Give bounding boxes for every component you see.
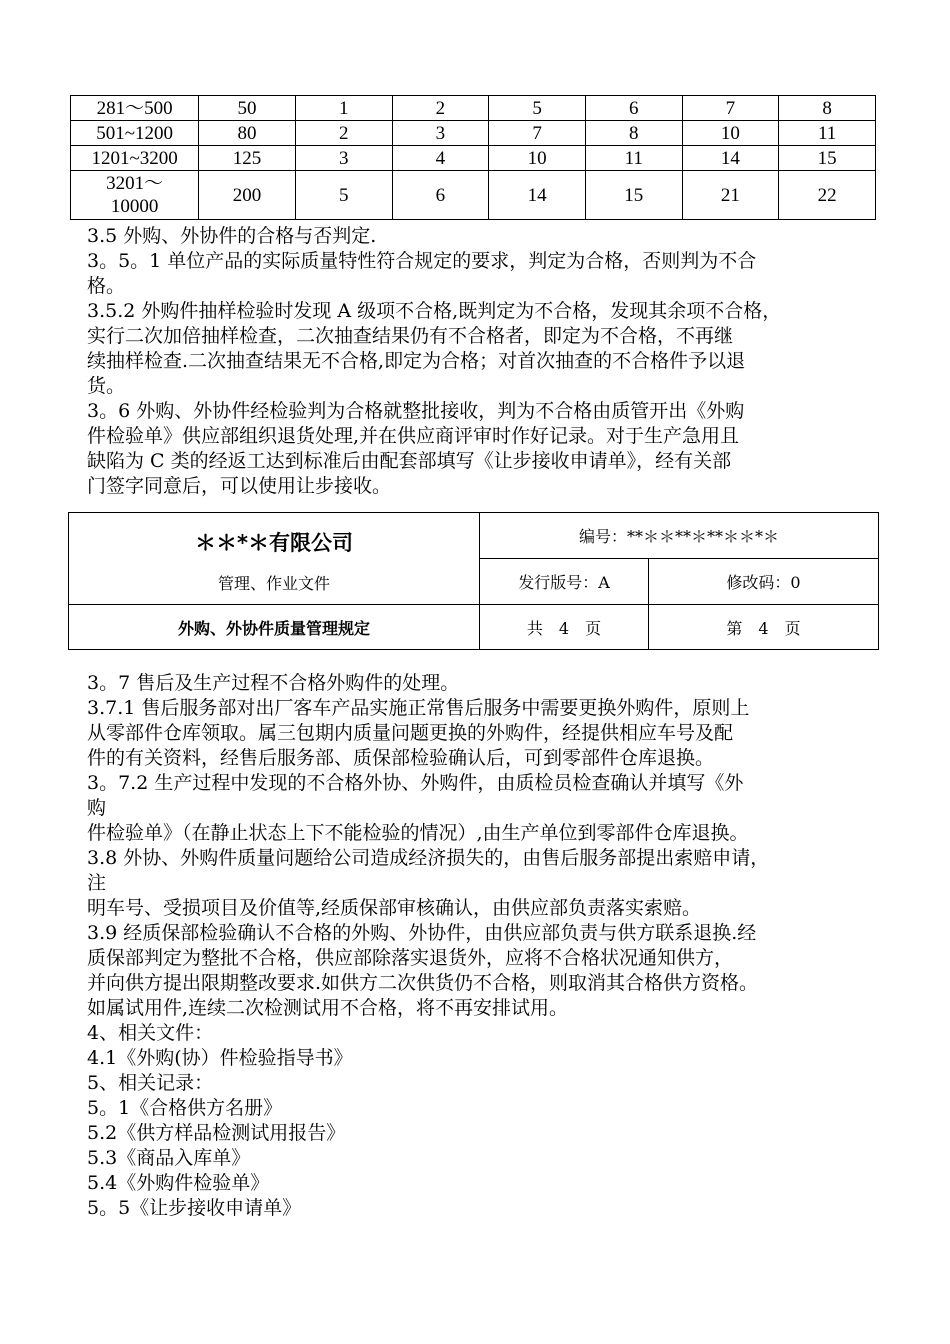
- text-line: 件检验单》供应部组织退货处理,并在供应商评审时作好记录。对于生产急用且: [87, 425, 740, 447]
- table-cell: 6: [585, 96, 682, 121]
- table-cell: 1201~3200: [71, 146, 199, 171]
- table-cell: 281～500: [71, 96, 199, 121]
- text-line: 货。: [87, 375, 126, 397]
- document-header: [68, 512, 879, 650]
- text-line: 件的有关资料，经售后服务部、质保部检验确认后，可到零部件仓库退换。: [87, 747, 715, 769]
- table-cell: 3: [392, 121, 489, 146]
- table-cell: 15: [585, 171, 682, 220]
- text-line: 3。7.2 生产过程中发现的不合格外协、外购件，由质检员检查确认并填写《外: [87, 772, 744, 794]
- text-line: 4.1《外购(协）件检验指导书》: [87, 1047, 353, 1069]
- table-cell: 14: [682, 146, 779, 171]
- table-cell: 15: [779, 146, 876, 171]
- text-line: 门签字同意后，可以使用让步接收。: [87, 475, 392, 497]
- version-number: 发行版号：A: [480, 559, 649, 605]
- text-line: 5。5《让步接收申请单》: [87, 1197, 302, 1219]
- table-cell: 11: [585, 146, 682, 171]
- text-line: 4、相关文件：: [87, 1022, 214, 1044]
- table-cell: 7: [489, 121, 586, 146]
- text-line: 缺陷为 C 类的经返工达到标准后由配套部填写《让步接收申请单》，经有关部: [87, 450, 732, 472]
- text-line: 3.5 外购、外协件的合格与否判定.: [87, 225, 377, 247]
- table-cell: 10: [489, 146, 586, 171]
- text-line: 3。5。1 单位产品的实际质量特性符合规定的要求，判定为合格，否则判为不合: [87, 250, 757, 272]
- table-cell: 501~1200: [71, 121, 199, 146]
- text-line: 续抽样检查.二次抽查结果无不合格,即定为合格；对首次抽查的不合格件予以退: [87, 350, 746, 372]
- table-cell: 200: [199, 171, 296, 220]
- text-line: 从零部件仓库领取。属三包期内质量问题更换的外购件，经提供相应车号及配: [87, 722, 734, 744]
- text-line: 3.7.1 售后服务部对出厂客车产品实施正常售后服务中需要更换外购件，原则上: [87, 697, 750, 719]
- table-row: [71, 96, 876, 121]
- text-line: 5.4《外购件检验单》: [87, 1172, 270, 1194]
- table-cell: 2: [392, 96, 489, 121]
- page-number: 第 4 页: [649, 605, 879, 650]
- total-pages: 共 4 页: [480, 605, 649, 650]
- company-cell: [69, 513, 480, 605]
- text-line: 明车号、受损项目及价值等,经质保部审核确认，由供应部负责落实索赔。: [87, 897, 702, 919]
- table-cell: 22: [779, 171, 876, 220]
- text-line: 件检验单》（在静止状态上下不能检验的情况）,由生产单位到零部件仓库退换。: [87, 822, 749, 844]
- table-cell: 8: [779, 96, 876, 121]
- document-type: 管理、作业文件: [217, 574, 330, 593]
- table-cell: 21: [682, 171, 779, 220]
- company-name: ＊＊*＊有限公司: [195, 531, 353, 555]
- text-line: 5.3《商品入库单》: [87, 1147, 251, 1169]
- section-3-5-3-6: [87, 224, 877, 499]
- text-line: 3。6 外购、外协件经检验判为合格就整批接收，判为不合格由质管开出《外购: [87, 400, 745, 422]
- text-line: 注: [87, 872, 107, 894]
- text-line: 实行二次加倍抽样检查，二次抽查结果仍有不合格者，即定为不合格，不再继: [87, 325, 734, 347]
- table-cell: 125: [199, 146, 296, 171]
- text-line: 3。7 售后及生产过程不合格外购件的处理。: [87, 672, 460, 694]
- text-line: 5、相关记录：: [87, 1072, 214, 1094]
- sampling-table-body: [71, 96, 876, 220]
- section-3-7-to-5: [87, 671, 877, 1221]
- table-cell: 8: [585, 121, 682, 146]
- table-cell: 5: [295, 171, 392, 220]
- table-cell: 2: [295, 121, 392, 146]
- text-line: 并向供方提出限期整改要求.如供方二次供货仍不合格，则取消其合格供方资格。: [87, 972, 759, 994]
- table-cell: 10: [682, 121, 779, 146]
- table-cell: 6: [392, 171, 489, 220]
- table-cell: 1: [295, 96, 392, 121]
- table-cell: 3: [295, 146, 392, 171]
- text-line: 购: [87, 797, 107, 819]
- table-cell: 5: [489, 96, 586, 121]
- table-cell: 80: [199, 121, 296, 146]
- table-cell: 11: [779, 121, 876, 146]
- text-line: 5.2《供方样品检测试用报告》: [87, 1122, 346, 1144]
- sampling-table: [70, 95, 876, 220]
- text-line: 格。: [87, 275, 126, 297]
- text-line: 3.5.2 外购件抽样检验时发现 A 级项不合格,既判定为不合格，发现其余项不合格，: [87, 300, 782, 322]
- document-code: 编号：**＊＊**＊**＊＊*＊: [480, 513, 879, 559]
- document-title: 外购、外协件质量管理规定: [69, 605, 480, 650]
- table-cell: 14: [489, 171, 586, 220]
- text-line: 5。1《合格供方名册》: [87, 1097, 283, 1119]
- text-line: 3.9 经质保部检验确认不合格的外购、外协件，由供应部负责与供方联系退换.经: [87, 922, 757, 944]
- table-cell: 7: [682, 96, 779, 121]
- table-cell: 3201～ 10000: [71, 171, 199, 220]
- text-line: 3.8 外协、外购件质量问题给公司造成经济损失的，由售后服务部提出索赔申请，: [87, 847, 770, 869]
- revision-code: 修改码：0: [649, 559, 879, 605]
- table-cell: 50: [199, 96, 296, 121]
- table-row: [71, 121, 876, 146]
- table-cell: 4: [392, 146, 489, 171]
- text-line: 质保部判定为整批不合格，供应部除落实退货外，应将不合格状况通知供方，: [87, 947, 734, 969]
- table-row: [71, 171, 876, 220]
- table-row: [71, 146, 876, 171]
- text-line: 如属试用件,连续二次检测试用不合格，将不再安排试用。: [87, 997, 569, 1019]
